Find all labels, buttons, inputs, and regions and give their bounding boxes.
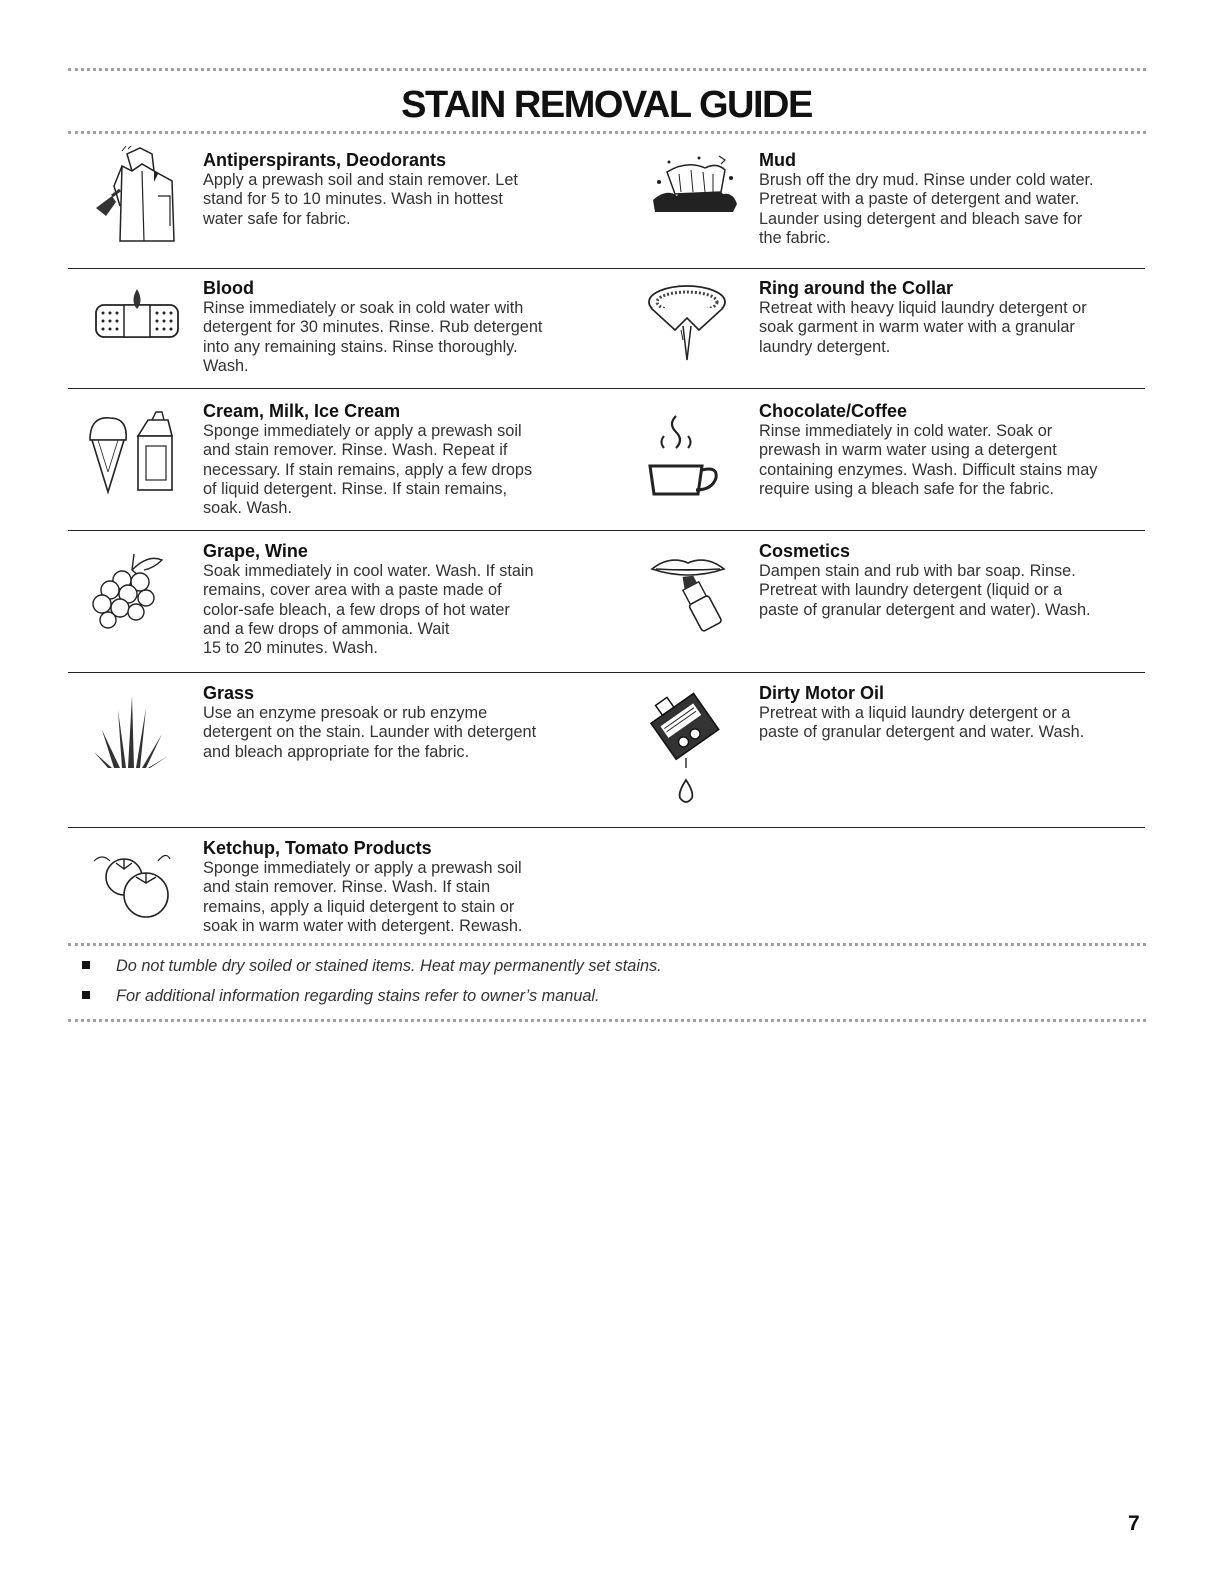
stain-entry-ketchup [203,837,593,936]
entry-text-line: soak. Wash. [203,499,292,518]
entry-text-line: Pretreat with laundry detergent (liquid or a [759,581,1063,600]
note-text: For additional information regarding stains refer to owner’s manual. [116,987,600,1005]
stain-entry-chocolate-coffee [759,400,1149,499]
entry-text-line: Sponge immediately or apply a prewash soil [203,422,522,440]
entry-text-line: water safe for fabric. [203,209,351,228]
coffee-cup-icon [646,410,726,500]
entry-text-line: the fabric. [759,228,831,247]
entry-text-line: Apply a prewash soil and stain remover. Let [203,171,518,189]
entry-text-line: into any remaining stains. Rinse thoroughly. [203,337,518,356]
top-dotted-rule [68,68,1146,71]
entry-heading: Chocolate/Coffee [759,401,908,421]
entry-text-line: Pretreat with a liquid laundry detergent or a [759,704,1071,722]
bandage-icon [94,287,180,345]
entry-text-line: detergent on the stain. Launder with detergent [203,723,537,742]
entry-text-line: and bleach appropriate for the fabric. [203,742,470,761]
entry-text-line: detergent for 30 minutes. Rinse. Rub detergent [203,318,543,337]
entry-text-line: Soak immediately in cool water. Wash. If stain [203,562,534,580]
entry-text-line: Launder using detergent and bleach save for [759,209,1083,228]
entry-text-line: soak garment in warm water with a granular [759,318,1075,337]
entry-text-line: Retreat with heavy liquid laundry detergent or [759,299,1087,317]
entry-text-line: Sponge immediately or apply a prewash soil [203,859,522,877]
entry-heading: Mud [759,150,796,170]
entry-text-line: necessary. If stain remains, apply a few drops [203,460,533,479]
entry-text-line: Use an enzyme presoak or rub enzyme [203,704,488,722]
entry-text-line: containing enzymes. Wash. Difficult stains may [759,460,1098,479]
bullet-square-icon [82,991,90,999]
entry-heading: Grass [203,683,255,703]
stain-entry-dirty-motor-oil [759,682,1149,743]
entry-heading: Blood [203,278,254,298]
entry-heading: Ketchup, Tomato Products [203,838,432,858]
stain-entry-antiperspirants [203,149,583,229]
stain-entry-grape-wine [203,540,593,658]
stain-entry-mud [759,149,1139,248]
entry-text-line: color-safe bleach, a few drops of hot water [203,600,510,619]
lips-lipstick-icon [650,553,726,633]
note-item [82,956,662,976]
entry-text-line: require using a bleach safe for the fabric. [759,479,1055,498]
entry-text-line: of liquid detergent. Rinse. If stain remains, [203,479,508,498]
entry-text-line: and stain remover. Rinse. Wash. Repeat if [203,441,508,460]
entry-text-line: Rinse immediately or soak in cold water with [203,299,524,317]
notes-list [82,956,662,1016]
page-number: 7 [1128,1512,1140,1535]
entry-heading: Grape, Wine [203,541,308,561]
title-dotted-rule [68,131,1146,134]
entry-text-line: Pretreat with a paste of detergent and water. [759,190,1080,209]
entry-heading: Dirty Motor Oil [759,683,884,703]
stain-entry-cosmetics [759,540,1149,620]
ice-cream-milk-icon [86,410,182,496]
entry-text-line: Rinse immediately in cold water. Soak or [759,422,1053,440]
row-divider [68,530,1145,531]
entry-text-line: 15 to 20 minutes. Wash. [203,639,378,658]
entry-text-line: and a few drops of ammonia. Wait [203,619,450,638]
row-divider [68,268,1145,269]
row-divider [68,827,1145,828]
entry-text-line: paste of granular detergent and water. Wash. [759,723,1085,742]
bullet-square-icon [82,961,90,969]
stain-entry-ring-around-collar [759,277,1149,357]
mud-splash-icon [647,152,739,218]
entry-heading: Ring around the Collar [759,278,954,298]
entry-text-line: prewash in warm water using a detergent [759,441,1057,460]
collar-icon [645,280,729,364]
shirt-icon [92,146,182,246]
entry-text-line: laundry detergent. [759,337,891,356]
page-title: STAIN REMOVAL GUIDE [401,84,812,126]
bottom-dotted-rule [68,943,1146,946]
row-divider [68,388,1145,389]
stain-entry-blood [203,277,593,376]
entry-text-line: Dampen stain and rub with bar soap. Rinse. [759,562,1076,580]
entry-heading: Cosmetics [759,541,851,561]
grass-icon [92,690,170,770]
entry-text-line: soak in warm water with detergent. Rewash. [203,916,523,935]
entry-text-line: and stain remover. Rinse. Wash. If stain [203,878,491,897]
entry-text-line: paste of granular detergent and water). Wash. [759,600,1091,619]
entry-text-line: remains, cover area with a paste made of [203,581,502,600]
stain-entry-grass [203,682,593,762]
grapes-icon [88,550,172,630]
oil-can-icon [646,688,726,812]
entry-heading: Antiperspirants, Deodorants [203,150,447,170]
note-item [82,986,662,1006]
row-divider [68,672,1145,673]
tomato-icon [92,847,176,921]
stain-entry-cream-milk [203,400,593,518]
entry-text-line: Wash. [203,356,249,375]
entry-text-line: remains, apply a liquid detergent to stain or [203,897,515,916]
entry-text-line: stand for 5 to 10 minutes. Wash in hottest [203,190,503,209]
note-text: Do not tumble dry soiled or stained items. Heat may permanently set stains. [116,957,662,975]
entry-text-line: Brush off the dry mud. Rinse under cold water. [759,171,1094,189]
footer-dotted-rule [68,1019,1146,1022]
entry-heading: Cream, Milk, Ice Cream [203,401,401,421]
